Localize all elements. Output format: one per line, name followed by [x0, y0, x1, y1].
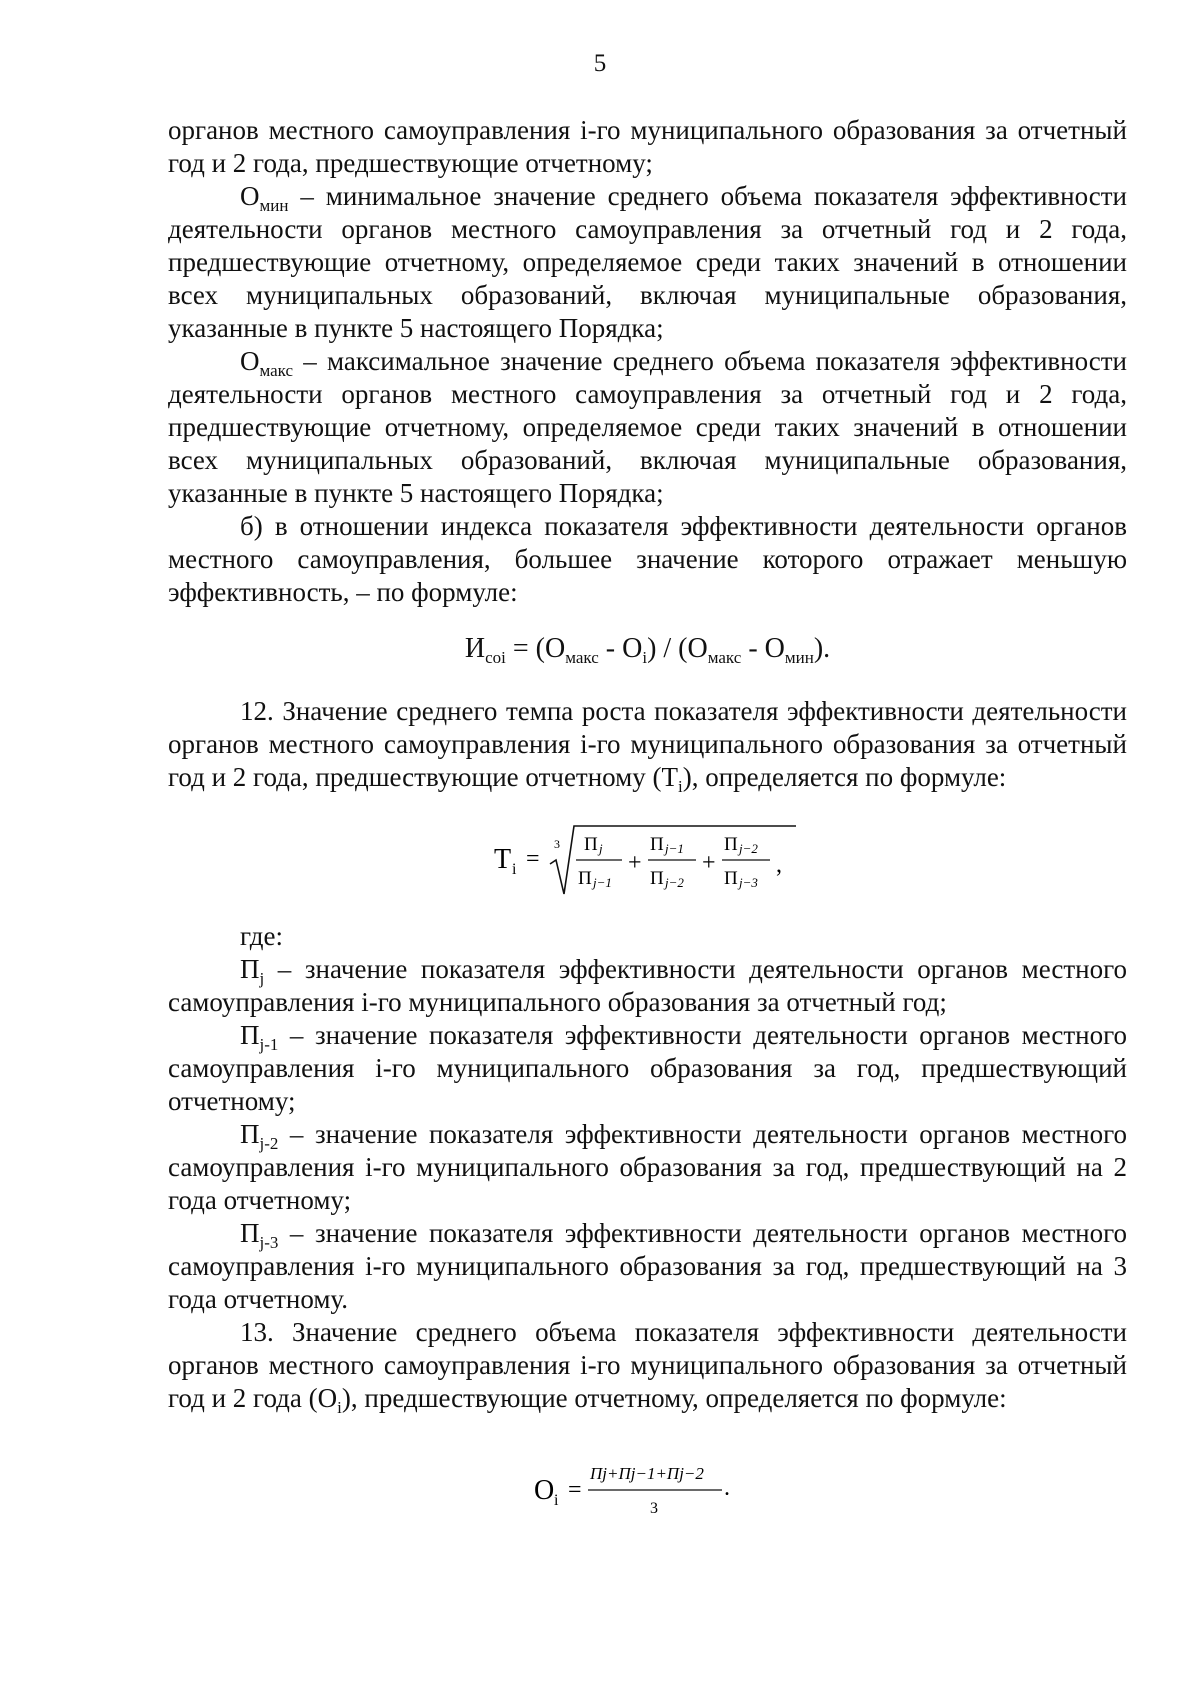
paragraph-text: 12. Значение среднего темпа роста показателя эффективности деятельности органов местного самоуправления i-го муниципального образования за отчетный год и 2 года, предшествующие отчетному (Т [168, 696, 1127, 792]
symbol-p: П [240, 954, 260, 984]
formula-lhs-sub: coi [485, 648, 506, 667]
formula-part: ) / (О [647, 633, 708, 664]
subscript-j: j [259, 969, 265, 988]
paragraph-text: 13. Значение среднего объема показателя эффективности деятельности органов местного самоуправления i-го муниципального образования за отчетный год и 2 года (О [168, 1317, 1127, 1413]
symbol-p: П [240, 1020, 260, 1050]
subscript-max: макс [259, 361, 294, 380]
formula-growth-rate [168, 820, 1127, 900]
definition-text: – значение показателя эффективности деятельности органов местного самоуправления i-го муниципального образования за год, предшествующий на 2 года отчетному; [168, 1119, 1127, 1215]
definition-text: – значение показателя эффективности деятельности органов местного самоуправления i-го муниципального образования за год, предшествующий отчетному; [168, 1020, 1127, 1116]
frac1-num: П [583, 834, 598, 855]
formula-lhs-sub: i [511, 861, 516, 878]
frac3-num-sub: j−2 [738, 841, 758, 856]
subscript-j3: j-3 [259, 1233, 279, 1252]
frac2-den-sub: j−2 [664, 875, 684, 890]
root-index: 3 [553, 837, 560, 851]
subscript-j2: j-2 [259, 1134, 279, 1153]
subscript-j1: j-1 [259, 1035, 279, 1054]
formula-lhs: T [493, 844, 511, 875]
formula-part: - О [741, 633, 785, 664]
page-number: 5 [593, 50, 607, 77]
plus-sign: + [627, 850, 642, 876]
document-body [168, 114, 1127, 1527]
formula-sub: макс [565, 648, 599, 667]
frac2-num: П [649, 834, 664, 855]
formula-sub: i [642, 648, 648, 667]
frac1-den: П [577, 868, 592, 889]
paragraph-12 [168, 695, 1127, 794]
symbol-o: О [240, 346, 260, 376]
frac3-den-sub: j−3 [738, 875, 758, 890]
frac2-num-sub: j−1 [664, 841, 684, 856]
definition-omax [168, 345, 1127, 510]
formula-lhs-sub: i [553, 1492, 558, 1509]
formula-average-volume [168, 1455, 1127, 1527]
formula-sub: мин [784, 648, 814, 667]
formula-average-volume-svg [528, 1455, 768, 1527]
paragraph-b: б) в отношении индекса показателя эффективности деятельности органов местного самоуправления, большее значение которого отражает меньшую эффективность, – по формуле: [168, 511, 1127, 607]
formula-equals: = [567, 1477, 582, 1503]
subscript-i: i [337, 1398, 342, 1417]
fraction-denominator: 3 [649, 1500, 658, 1517]
paragraph-continuation: органов местного самоуправления i-го муниципального образования за отчетный год и 2 года, предшествующие отчетному; [168, 115, 1127, 178]
where-label: где: [240, 921, 283, 951]
formula-index-coi [168, 631, 1127, 667]
paragraph-13 [168, 1316, 1127, 1415]
formula-lhs: И [464, 633, 486, 664]
formula-period: . [723, 1475, 730, 1501]
frac2-den: П [649, 868, 664, 889]
definition-pj [168, 953, 1127, 1019]
symbol-p: П [240, 1218, 260, 1248]
frac3-den: П [723, 868, 738, 889]
formula-part: ). [813, 633, 831, 664]
formula-part: - О [598, 633, 643, 664]
symbol-p: П [240, 1119, 260, 1149]
formula-sub: макс [707, 648, 742, 667]
definition-omin [168, 180, 1127, 345]
definition-text: – значение показателя эффективности деятельности органов местного самоуправления i-го муниципального образования за отчетный год; [168, 954, 1127, 1017]
formula-growth-rate-svg [488, 820, 808, 900]
definition-pj3 [168, 1217, 1127, 1316]
formula-part: = (О [505, 633, 566, 664]
frac1-den-sub: j−1 [592, 875, 612, 890]
subscript-min: мин [259, 196, 289, 215]
formula-lhs: O [533, 1475, 554, 1506]
symbol-o: О [240, 181, 260, 211]
definition-pj1 [168, 1019, 1127, 1118]
plus-sign: + [701, 850, 716, 876]
definition-pj2 [168, 1118, 1127, 1217]
paragraph-tail: ), определяется по формуле: [682, 762, 1007, 792]
frac3-num: П [723, 834, 738, 855]
fraction-numerator: Пj+Пj−1+Пj−2 [589, 1464, 704, 1483]
definition-text: – значение показателя эффективности деятельности органов местного самоуправления i-го муниципального образования за год, предшествующий на 3 года отчетному. [168, 1218, 1127, 1314]
formula-equals: = [525, 846, 540, 872]
definition-text: – максимальное значение среднего объема показателя эффективности деятельности органов местного самоуправления за отчетный год и 2 года, предшествующие отчетному, определяемое среди таких значений в отношении всех муниципальных образований, включая муниципальные образования, указанные в пункте 5 настоящего Порядка; [168, 346, 1127, 508]
paragraph-tail: ), предшествующие отчетному, определяется по формуле: [341, 1383, 1007, 1413]
subscript-i: i [677, 777, 683, 796]
frac1-num-sub: j [598, 841, 603, 856]
formula-comma: , [775, 852, 782, 878]
definition-text: – минимальное значение среднего объема показателя эффективности деятельности органов местного самоуправления за отчетный год и 2 года, предшествующие отчетному, определяемое среди таких значений в отношении всех муниципальных образований, включая муниципальные образования, указанные в пункте 5 настоящего Порядка; [168, 181, 1127, 343]
